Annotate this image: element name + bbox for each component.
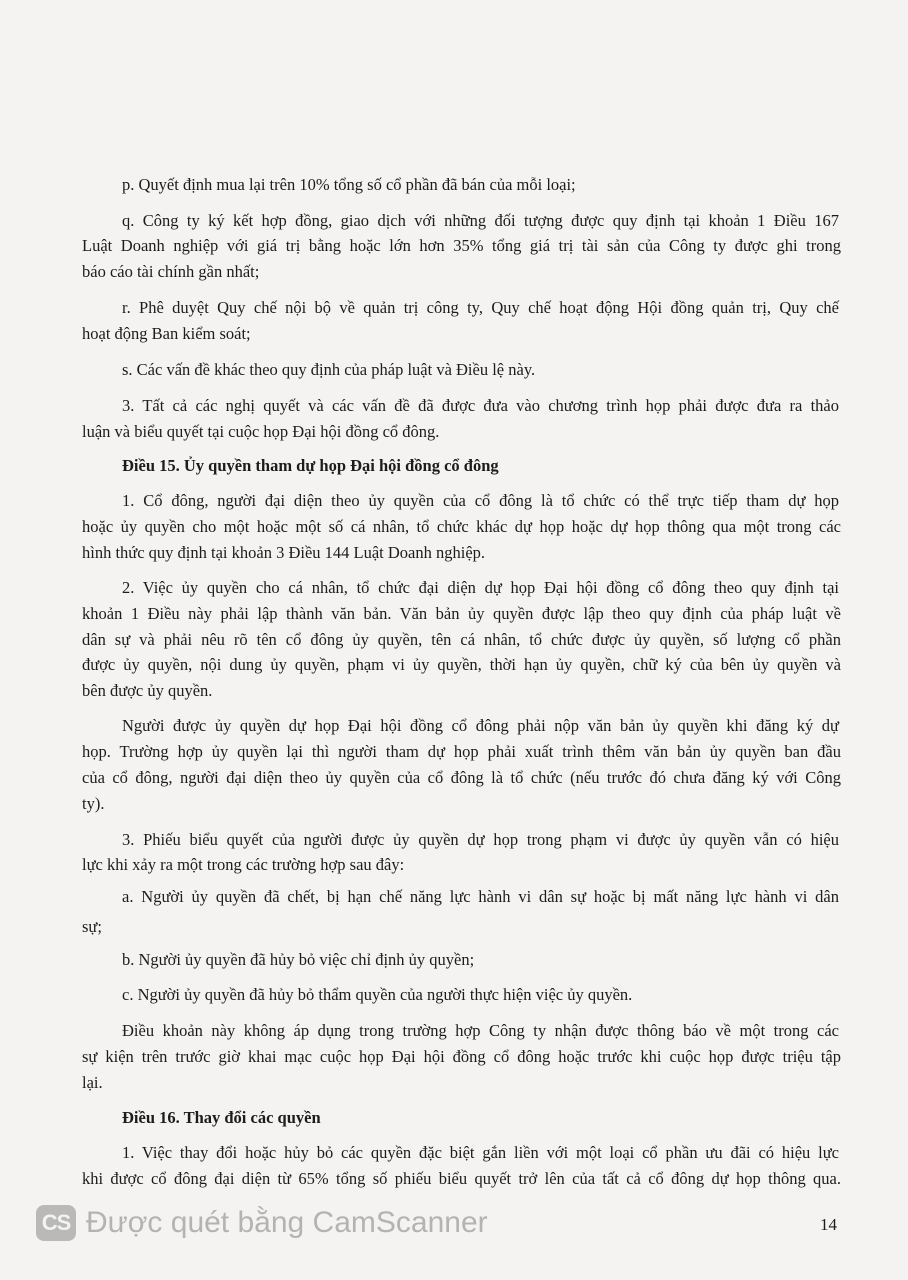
text-line: họp. Trường hợp ủy quyền lại thì người tham dự họp phải xuất trình thêm văn bản ủy quyền ban đầu	[82, 742, 841, 761]
text-line: a. Người ủy quyền đã chết, bị hạn chế năng lực hành vi dân sự hoặc bị mất năng lực hành vi dân	[122, 887, 839, 906]
text-line: b. Người ủy quyền đã hủy bỏ việc chỉ định ủy quyền;	[122, 950, 475, 969]
article-16-heading: Điều 16. Thay đổi các quyền	[122, 1108, 321, 1127]
text-line: hình thức quy định tại khoản 3 Điều 144 Luật Doanh nghiệp.	[82, 543, 486, 562]
text-line: hoạt động Ban kiểm soát;	[82, 324, 251, 343]
text-line: s. Các vấn đề khác theo quy định của pháp luật và Điều lệ này.	[122, 360, 536, 379]
text-line: bên được ủy quyền.	[82, 681, 213, 700]
text-line: luận và biểu quyết tại cuộc họp Đại hội đồng cổ đông.	[82, 422, 440, 441]
text-line: sự;	[82, 917, 102, 936]
text-line: Người được ủy quyền dự họp Đại hội đồng cổ đông phải nộp văn bản ủy quyền khi đăng ký dự	[122, 716, 839, 735]
text-line: q. Công ty ký kết hợp đồng, giao dịch với những đối tượng được quy định tại khoản 1 Điều 167	[122, 211, 839, 230]
watermark-text: Được quét bằng CamScanner	[86, 1206, 488, 1239]
text-line: khoản 1 Điều này phải lập thành văn bản. Văn bản ủy quyền được lập theo quy định của pháp luật về	[82, 604, 841, 623]
text-line: p. Quyết định mua lại trên 10% tổng số cổ phần đã bán của mỗi loại;	[122, 175, 576, 194]
text-line: Điều khoản này không áp dụng trong trường hợp Công ty nhận được thông báo về một trong các	[122, 1021, 839, 1040]
camscanner-watermark	[36, 1205, 488, 1241]
text-line: r. Phê duyệt Quy chế nội bộ về quản trị công ty, Quy chế hoạt động Hội đồng quản trị, Quy chế	[122, 298, 839, 317]
text-line: 2. Việc ủy quyền cho cá nhân, tổ chức đại diện dự họp Đại hội đồng cổ đông theo quy định tại	[122, 578, 839, 597]
camscanner-logo-icon: CS	[36, 1205, 76, 1241]
text-line: lực khi xảy ra một trong các trường hợp sau đây:	[82, 855, 405, 874]
text-line: của cổ đông, người đại diện theo ủy quyền của cổ đông là tổ chức (nếu trước đó chưa đăng ký với Công	[82, 768, 841, 787]
text-line: 1. Cổ đông, người đại diện theo ủy quyền của cổ đông là tổ chức có thể trực tiếp tham dự họp	[122, 491, 839, 510]
text-line: dân sự và phải nêu rõ tên cổ đông ủy quyền, tên cá nhân, tổ chức được ủy quyền, số lượng cổ phần	[82, 630, 841, 649]
text-line: c. Người ủy quyền đã hủy bỏ thẩm quyền của người thực hiện việc ủy quyền.	[122, 985, 633, 1004]
text-line: ty).	[82, 794, 105, 813]
text-line: sự kiện trên trước giờ khai mạc cuộc họp Đại hội đồng cổ đông hoặc trước khi cuộc họp được triệu tập	[82, 1047, 841, 1066]
text-line: báo cáo tài chính gần nhất;	[82, 262, 260, 281]
text-line: Luật Doanh nghiệp với giá trị bằng hoặc lớn hơn 35% tổng giá trị tài sản của Công ty được ghi trong	[82, 236, 841, 255]
text-line: hoặc ủy quyền cho một hoặc một số cá nhân, tổ chức khác dự họp hoặc dự họp thông qua một trong các	[82, 517, 841, 536]
text-line: lại.	[82, 1073, 103, 1092]
text-line: 1. Việc thay đổi hoặc hủy bỏ các quyền đặc biệt gắn liền với một loại cổ phần ưu đãi có hiệu lực	[122, 1143, 839, 1162]
article-15-heading: Điều 15. Ủy quyền tham dự họp Đại hội đồng cổ đông	[122, 456, 499, 475]
text-line: 3. Tất cả các nghị quyết và các vấn đề đã được đưa vào chương trình họp phải được đưa ra thảo	[122, 396, 839, 415]
text-line: khi được cổ đông đại diện từ 65% tổng số phiếu biểu quyết trở lên của tất cả cổ đông dự họp thông qua.	[82, 1169, 841, 1188]
text-line: được ủy quyền, nội dung ủy quyền, phạm vi ủy quyền, thời hạn ủy quyền, chữ ký của bên ủy quyền và	[82, 655, 841, 674]
text-line: 3. Phiếu biểu quyết của người được ủy quyền dự họp trong phạm vi được ủy quyền vẫn có hiệu	[122, 830, 839, 849]
page-number: 14	[820, 1215, 837, 1234]
